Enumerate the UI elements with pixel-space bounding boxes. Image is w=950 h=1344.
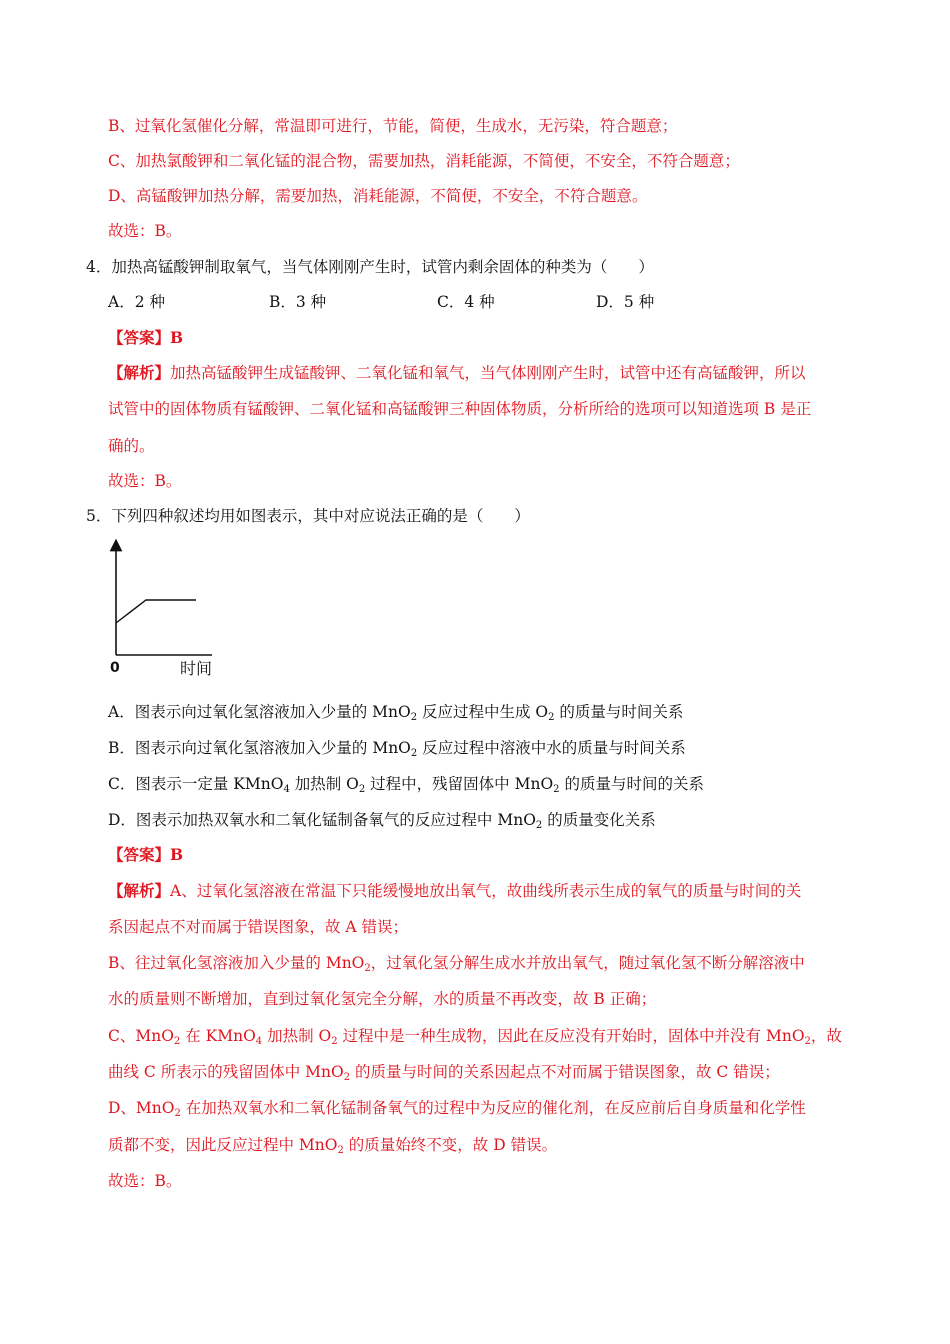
q5-graph — [100, 535, 230, 680]
prev-explanation-c: C、加热氯酸钾和二氧化锰的混合物，需要加热，消耗能源，不简便，不安全，不符合题意； — [108, 152, 740, 170]
q4-choose: 故选：B。 — [108, 472, 182, 490]
q5-analysis-a2: 系因起点不对而属于错误图象，故 A 错误； — [108, 918, 409, 936]
q5-analysis-b1: B、往过氧化氢溶液加入少量的 MnO$_2$，过氧化氢分解生成水并放出氧气，随过氧化氢不断分解溶液中 — [108, 954, 805, 974]
q5-analysis-c1: C、MnO$_2$ 在 KMnO$_4$ 加热制 $O_2$ 过程中是一种生成物，因此在反应没有开始时，固体中并没有 MnO$_2$，故 — [108, 1027, 842, 1047]
q5-analysis-d2: 质都不变，因此反应过程中 MnO$_2$ 的质量始终不变，故 D 错误。 — [108, 1136, 558, 1156]
q5-stem: 5．下列四种叙述均用如图表示，其中对应说法正确的是（ ） — [86, 507, 530, 525]
q5-option-b: B．图表示向过氧化氢溶液加入少量的 MnO$_2$ 反应过程中溶液中水的质量与时间关系 — [108, 739, 686, 759]
prev-explanation-d: D、高锰酸钾加热分解，需要加热，消耗能源，不简便，不安全，不符合题意。 — [108, 187, 648, 205]
q4-option-d: D．5 种 — [596, 293, 655, 311]
prev-choose: 故选：B。 — [108, 222, 182, 240]
q5-analysis-b2: 水的质量则不断增加，直到过氧化氢完全分解，水的质量不再改变，故 B 正确； — [108, 990, 657, 1008]
q5-analysis-c2: 曲线 C 所表示的残留固体中 MnO$_2$ 的质量与时间的关系因起点不对而属于错误图象，故 C 错误； — [108, 1063, 780, 1083]
q4-stem: 4．加热高锰酸钾制取氧气，当气体刚刚产生时，试管内剩余固体的种类为（ ） — [86, 258, 654, 276]
curve-line — [116, 600, 196, 623]
q5-choose: 故选：B。 — [108, 1172, 182, 1190]
q5-option-d: D．图表示加热双氧水和二氧化锰制备氧气的反应过程中 MnO$_2$ 的质量变化关系 — [108, 811, 656, 831]
q4-analysis-tag: 【解析】 — [108, 363, 171, 382]
q4-answer: 【答案】B — [108, 328, 184, 347]
q5-answer: 【答案】B — [108, 845, 184, 864]
origin-label: 0 — [110, 660, 120, 676]
q4-analysis-line1: 【解析】加热高锰酸钾生成锰酸钾、二氧化锰和氧气，当气体刚刚产生时，试管中还有高锰酸钾，所以 — [108, 363, 806, 382]
q4-option-c: C．4 种 — [437, 293, 495, 311]
prev-explanation-b: B、过氧化氢催化分解，常温即可进行，节能，简便，生成水，无污染，符合题意； — [108, 117, 678, 135]
x-axis-label: 时间 — [180, 659, 213, 678]
q5-analysis-tag: 【解析】 — [108, 881, 171, 900]
q5-option-c: C．图表示一定量 KMnO$_4$ 加热制 $O_2$ 过程中，残留固体中 MnO$_2$ 的质量与时间的关系 — [108, 775, 704, 795]
q5-option-a: A．图表示向过氧化氢溶液加入少量的 MnO$_2$ 反应过程中生成 $O_2$ 的质量与时间关系 — [108, 703, 684, 723]
q4-option-a: A．2 种 — [108, 293, 165, 311]
q4-option-b: B．3 种 — [269, 293, 327, 311]
q5-analysis-a1: 【解析】A、过氧化氢溶液在常温下只能缓慢地放出氧气，故曲线所表示生成的氧气的质量与时间的关 — [108, 881, 802, 900]
q4-analysis-line3: 确的。 — [108, 437, 155, 455]
q5-analysis-d1: D、MnO$_2$ 在加热双氧水和二氧化锰制备氧气的过程中为反应的催化剂，在反应前后自身质量和化学性 — [108, 1099, 806, 1119]
q4-analysis-line2: 试管中的固体物质有锰酸钾、二氧化锰和高锰酸钾三种固体物质，分析所给的选项可以知道选项 B 是正 — [108, 400, 812, 418]
